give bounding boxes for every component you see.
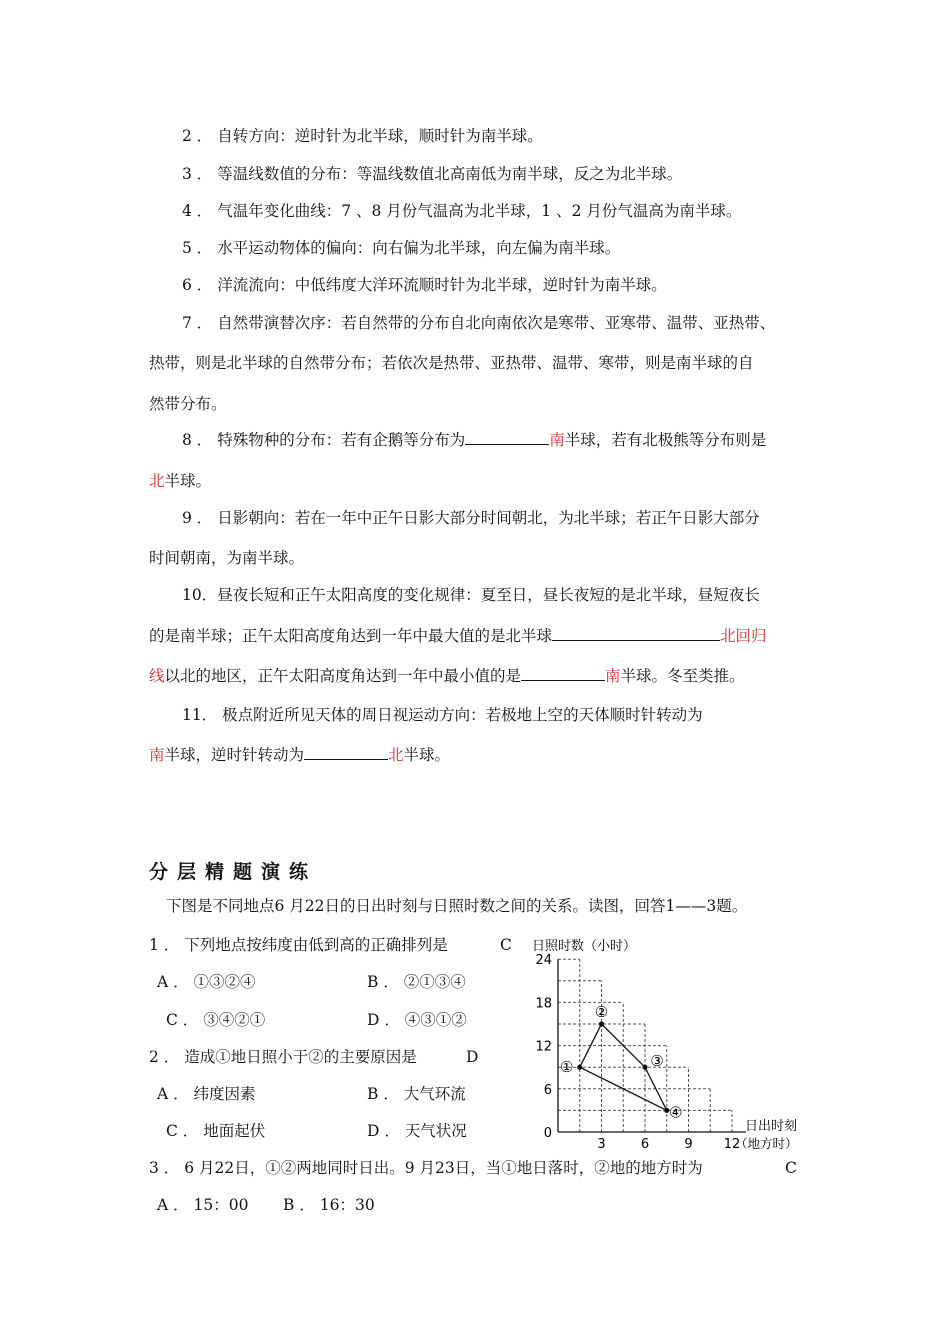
y-tick-label: 6	[543, 1082, 552, 1098]
data-point	[599, 1021, 604, 1026]
y-tick-label: 0	[543, 1126, 552, 1141]
note-11-line2	[149, 745, 450, 765]
section-title: 分层精题演练	[149, 861, 318, 883]
note-5: 5 ． 水平运动物体的偏向：向右偏为北半球，向左偏为南半球。	[182, 239, 621, 257]
question-1-option-c: C ． ③④②①	[166, 1011, 266, 1029]
data-point	[642, 1065, 647, 1070]
note-9-line2: 时间朝南，为南半球。	[149, 549, 305, 567]
y-tick-label: 12	[535, 1039, 552, 1055]
note-4: 4 ． 气温年变化曲线：7 、8 月份气温高为北半球，1 、2 月份气温高为南半球。	[182, 202, 742, 220]
note-3: 3 ． 等温线数值的分布：等温线数值北高南低为南半球，反之为北半球。	[182, 165, 683, 183]
note-10-answer-2: 南	[605, 667, 621, 685]
note-7-line2: 热带，则是北半球的自然带分布；若依次是热带、亚热带、温带、寒带，则是南半球的自	[149, 354, 754, 372]
note-8-answer-2: 北	[149, 472, 165, 490]
answer-blank	[521, 666, 605, 681]
data-point-label: ②	[594, 1003, 609, 1021]
note-7-line1: 7 ． 自然带演替次序：若自然带的分布自北向南依次是寒带、亚寒带、温带、亚热带、	[182, 314, 776, 332]
note-6: 6 ． 洋流流向：中低纬度大洋环流顺时针为北半球，逆时针为南半球。	[182, 276, 667, 294]
x-tick-label: 9	[684, 1137, 693, 1152]
question-2-option-a: A ． 纬度因素	[157, 1085, 256, 1103]
note-10-mid: 以北的地区，正午太阳高度角达到一年中最小值的是	[164, 667, 522, 685]
question-2-answer: D	[466, 1048, 479, 1066]
question-2-option-b: B ． 大气环流	[367, 1085, 466, 1103]
note-11-end: 半球。	[403, 746, 451, 764]
x-tick-label: 3	[597, 1137, 606, 1152]
note-11-answer-2: 北	[388, 746, 404, 764]
note-10-end: 半球。冬至类推。	[620, 667, 745, 685]
answer-blank	[552, 626, 720, 641]
question-2-stem: 2 ． 造成①地日照小于②的主要原因是	[149, 1048, 417, 1066]
question-1-stem: 1 ． 下列地点按纬度由低到高的正确排列是	[149, 936, 448, 954]
note-10-line2	[149, 626, 767, 646]
note-8-line1	[182, 430, 766, 450]
note-2: 2 ． 自转方向：逆时针为北半球，顺时针为南半球。	[182, 127, 543, 145]
question-3-stem: 3 ． 6 月22日，①②两地同时日出。9 月23日，当①地日落时，②地的地方时为	[149, 1159, 703, 1177]
section-intro: 下图是不同地点6 月22日的日出时刻与日照时数之间的关系。读图，回答1——3题。	[166, 897, 748, 915]
question-1-option-d: D ． ④③①②	[367, 1011, 467, 1029]
note-7-line3: 然带分布。	[149, 395, 227, 413]
note-8-answer-1: 南	[549, 431, 565, 449]
question-1-option-b: B ． ②①③④	[367, 973, 466, 991]
x-axis-label: 日出时刻	[745, 1119, 798, 1134]
note-10-text: 的是南半球；正午太阳高度角达到一年中最大值的是北半球	[149, 627, 553, 645]
x-axis-sublabel: （地方时）	[735, 1136, 798, 1151]
question-1-option-a: A ． ①③②④	[157, 973, 256, 991]
y-tick-label: 24	[535, 953, 552, 969]
data-point-label: ④	[669, 1103, 683, 1122]
sunrise-daylight-chart	[520, 930, 820, 1155]
note-9-line1: 9 ． 日影朝向：若在一年中正午日影大部分时间朝北，为北半球；若正午日影大部分	[182, 509, 760, 527]
question-3-answer: C	[785, 1159, 797, 1177]
answer-blank	[304, 745, 388, 760]
question-3-option-a: A ． 15：00	[157, 1196, 249, 1214]
x-tick-label: 12	[723, 1137, 741, 1152]
note-8-text: 半球，若有北极熊等分布则是	[564, 431, 767, 449]
x-tick-label: 6	[640, 1137, 650, 1152]
note-8-prefix: 8 ． 特殊物种的分布：若有企鹅等分布为	[182, 431, 466, 449]
note-10-line1: 10．昼夜长短和正午太阳高度的变化规律：夏至日，昼长夜短的是北半球，昼短夜长	[182, 586, 760, 604]
data-point-label: ③	[650, 1052, 664, 1071]
note-10-answer-1b: 线	[149, 667, 165, 685]
note-8-line2	[149, 471, 211, 491]
data-point	[577, 1065, 582, 1070]
y-axis-label: 日照时数（小时）	[532, 939, 637, 954]
answer-blank	[465, 430, 549, 445]
question-3-option-b: B ． 16：30	[283, 1196, 375, 1214]
note-11-mid: 半球，逆时针转动为	[164, 746, 305, 764]
question-1-answer: C	[500, 936, 512, 954]
note-11-line1: 11． 极点附近所见天体的周日视运动方向：若极地上空的天体顺时针转动为	[182, 706, 703, 724]
note-11-answer-1: 南	[149, 746, 165, 764]
note-10-answer-1a: 北回归	[720, 627, 767, 645]
question-2-option-c: C ． 地面起伏	[166, 1122, 266, 1140]
question-2-option-d: D ． 天气状况	[367, 1122, 467, 1140]
note-10-line3	[149, 666, 745, 686]
note-8-end: 半球。	[164, 472, 212, 490]
y-tick-label: 18	[535, 996, 552, 1012]
data-point-label: ①	[560, 1058, 574, 1077]
